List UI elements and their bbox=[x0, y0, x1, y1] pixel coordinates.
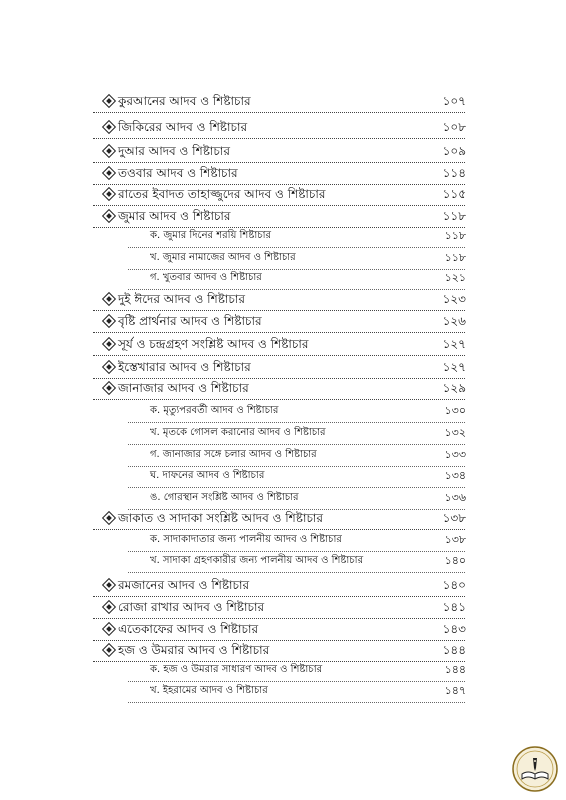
toc-page-number: ১৪৪ bbox=[442, 643, 466, 657]
diamond-bullet-icon bbox=[102, 622, 116, 636]
toc-subitem bbox=[0, 250, 566, 270]
dotted-separator bbox=[93, 310, 465, 311]
diamond-bullet-icon bbox=[102, 144, 116, 158]
dotted-separator bbox=[128, 551, 465, 552]
toc-title: এতেকাফের আদব ও শিষ্টাচার bbox=[118, 622, 259, 636]
toc-subitem bbox=[0, 490, 566, 510]
toc-page-number: ১৩০ bbox=[444, 404, 466, 417]
dotted-separator bbox=[128, 572, 465, 573]
diamond-bullet-icon bbox=[102, 360, 116, 374]
diamond-bullet-icon bbox=[102, 292, 116, 306]
toc-subitem bbox=[0, 403, 566, 423]
dotted-separator bbox=[93, 529, 465, 530]
dotted-separator bbox=[128, 681, 465, 682]
diamond-bullet-icon bbox=[102, 337, 116, 351]
toc-title: জাকাত ও সাদাকা সংশ্লিষ্ট আদব ও শিষ্টাচার bbox=[118, 511, 324, 525]
toc-subitem bbox=[0, 662, 566, 682]
toc-page-number: ১৩২ bbox=[444, 426, 466, 439]
toc-page-number: ১১৪ bbox=[442, 166, 466, 180]
dotted-separator bbox=[93, 378, 465, 379]
toc-item bbox=[0, 119, 566, 139]
publisher-logo bbox=[512, 746, 558, 792]
toc-page-number: ১৪৩ bbox=[442, 622, 466, 636]
toc-page-number: ১৪০ bbox=[442, 578, 466, 592]
toc-title: জানাজার আদব ও শিষ্টাচার bbox=[118, 381, 249, 395]
toc-title: খ. ইহরামের আদব ও শিষ্টাচার bbox=[150, 685, 268, 696]
toc-title: ঘ. দাফনের আদব ও শিষ্টাচার bbox=[150, 470, 265, 481]
toc-page-number: ১০৯ bbox=[442, 144, 466, 158]
toc-title: তওবার আদব ও শিষ্টাচার bbox=[118, 166, 238, 180]
toc-item bbox=[0, 359, 566, 379]
toc-page-number: ১২৯ bbox=[442, 381, 466, 395]
toc-subitem bbox=[0, 447, 566, 467]
toc-page-number: ১১৮ bbox=[444, 251, 466, 264]
toc-title: সূর্য ও চন্দ্রগ্রহণ সংশ্লিষ্ট আদব ও শিষ্টাচার bbox=[118, 337, 309, 351]
dotted-separator bbox=[93, 399, 465, 400]
toc-title: খ. জুমার নামাজের আদব ও শিষ্টাচার bbox=[150, 252, 296, 263]
dotted-separator bbox=[93, 162, 465, 163]
dotted-separator bbox=[128, 422, 465, 423]
toc-item bbox=[0, 186, 566, 206]
toc-item bbox=[0, 510, 566, 530]
toc-item bbox=[0, 143, 566, 163]
dotted-separator bbox=[128, 247, 465, 248]
dotted-separator bbox=[128, 289, 465, 290]
dotted-separator bbox=[93, 205, 465, 206]
dotted-separator bbox=[128, 466, 465, 467]
toc-item bbox=[0, 165, 566, 185]
dotted-separator bbox=[93, 640, 465, 641]
diamond-bullet-icon bbox=[102, 643, 116, 657]
dotted-separator bbox=[93, 618, 465, 619]
toc-title: হজ ও উমরার আদব ও শিষ্টাচার bbox=[118, 643, 270, 657]
toc-title: দুআর আদব ও শিষ্টাচার bbox=[118, 144, 230, 158]
toc-page-number: ১১৮ bbox=[442, 209, 466, 223]
toc-item bbox=[0, 380, 566, 400]
toc-item bbox=[0, 313, 566, 333]
toc-page-number: ১২৩ bbox=[442, 292, 466, 306]
toc-subitem bbox=[0, 532, 566, 552]
toc-item bbox=[0, 291, 566, 311]
book-pen-logo-icon bbox=[512, 746, 558, 792]
toc-page-number: ১৩৮ bbox=[442, 511, 466, 525]
dotted-separator bbox=[128, 487, 465, 488]
diamond-bullet-icon bbox=[102, 166, 116, 180]
diamond-bullet-icon bbox=[102, 187, 116, 201]
toc-page-number: ১৪৪ bbox=[444, 663, 466, 676]
toc-page-number: ১৩৬ bbox=[444, 491, 466, 504]
dotted-separator bbox=[93, 184, 465, 185]
toc-subitem bbox=[0, 425, 566, 445]
toc-page-number: ১২১ bbox=[444, 271, 466, 284]
toc-subitem bbox=[0, 228, 566, 248]
dotted-separator bbox=[93, 355, 465, 356]
diamond-bullet-icon bbox=[102, 600, 116, 614]
toc-title: জুমার আদব ও শিষ্টাচার bbox=[118, 209, 231, 223]
diamond-bullet-icon bbox=[102, 120, 116, 134]
toc-item bbox=[0, 599, 566, 619]
toc-page-number: ১৩৪ bbox=[444, 469, 466, 482]
toc-page-number: ১৪০ bbox=[444, 554, 466, 567]
toc-page-number: ১২৬ bbox=[442, 314, 466, 328]
dotted-separator bbox=[93, 138, 465, 139]
diamond-bullet-icon bbox=[102, 578, 116, 592]
toc-item bbox=[0, 621, 566, 641]
toc-page-number: ১২৭ bbox=[442, 360, 466, 374]
toc-page-number: ১২৭ bbox=[442, 337, 466, 351]
toc-item bbox=[0, 336, 566, 356]
toc-page-number: ১১৫ bbox=[442, 187, 466, 201]
diamond-bullet-icon bbox=[102, 209, 116, 223]
dotted-separator bbox=[128, 702, 465, 703]
toc-item bbox=[0, 93, 566, 113]
toc-title: রমজানের আদব ও শিষ্টাচার bbox=[118, 578, 250, 592]
toc-subitem bbox=[0, 553, 566, 573]
toc-title: জিকিরের আদব ও শিষ্টাচার bbox=[118, 120, 248, 134]
toc-title: ঙ. গোরস্থান সংশ্লিষ্ট আদব ও শিষ্টাচার bbox=[150, 492, 299, 503]
toc-page-number: ১১৮ bbox=[444, 229, 466, 242]
diamond-bullet-icon bbox=[102, 94, 116, 108]
diamond-bullet-icon bbox=[102, 511, 116, 525]
toc-title: খ. মৃতকে গোসল করানোর আদব ও শিষ্টাচার bbox=[150, 427, 326, 438]
dotted-separator bbox=[93, 112, 465, 113]
dotted-separator bbox=[93, 332, 465, 333]
toc-title: ক. হজ ও উমরার সাধারণ আদব ও শিষ্টাচার bbox=[150, 664, 323, 675]
toc-item bbox=[0, 577, 566, 597]
toc-title: রোজা রাখার আদব ও শিষ্টাচার bbox=[118, 600, 265, 614]
toc-item bbox=[0, 642, 566, 662]
toc-page-number: ১০৮ bbox=[442, 120, 466, 134]
dotted-separator bbox=[93, 596, 465, 597]
toc-title: বৃষ্টি প্রার্থনার আদব ও শিষ্টাচার bbox=[118, 314, 262, 328]
toc-subitem bbox=[0, 270, 566, 290]
toc-title: ক. জুমার দিনের শরয়ি শিষ্টাচার bbox=[150, 230, 272, 241]
toc-page-number: ১৩৩ bbox=[444, 448, 466, 461]
toc-subitem bbox=[0, 683, 566, 703]
toc-page-number: ১০৭ bbox=[442, 94, 466, 108]
toc-page-number: ১৩৮ bbox=[444, 533, 466, 546]
toc-title: দুই ঈদের আদব ও শিষ্টাচার bbox=[118, 292, 245, 306]
toc-title: কুরআনের আদব ও শিষ্টাচার bbox=[118, 94, 251, 108]
toc-title: গ. খুতবার আদব ও শিষ্টাচার bbox=[150, 272, 262, 283]
toc-title: ক. মৃত্যুপরবর্তী আদব ও শিষ্টাচার bbox=[150, 405, 279, 416]
toc-title: ক. সাদাকাদাতার জন্য পালনীয় আদব ও শিষ্টাচার bbox=[150, 534, 342, 545]
diamond-bullet-icon bbox=[102, 381, 116, 395]
toc-title: খ. সাদাকা গ্রহণকারীর জন্য পালনীয় আদব ও শিষ্টাচার bbox=[150, 555, 364, 566]
toc-page-number: ১৪৭ bbox=[444, 684, 466, 697]
toc-title: ইস্তেখারার আদব ও শিষ্টাচার bbox=[118, 360, 251, 374]
toc-title: গ. জানাজার সঙ্গে চলার আদব ও শিষ্টাচার bbox=[150, 449, 317, 460]
toc-item bbox=[0, 208, 566, 228]
toc-title: রাতের ইবাদত তাহাজ্জুদের আদব ও শিষ্টাচার bbox=[118, 187, 326, 201]
toc-page-number: ১৪১ bbox=[442, 600, 466, 614]
diamond-bullet-icon bbox=[102, 314, 116, 328]
dotted-separator bbox=[128, 444, 465, 445]
toc-subitem bbox=[0, 468, 566, 488]
